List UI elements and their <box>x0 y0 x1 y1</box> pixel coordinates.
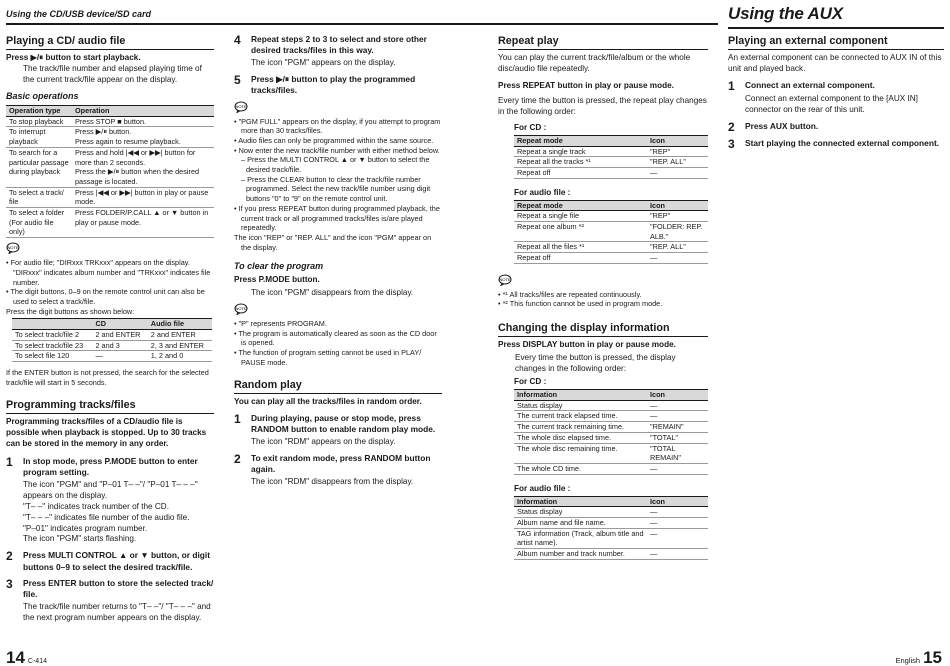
step-number: 2 <box>728 119 735 134</box>
step-desc: The icon "RDM" appears on the display. <box>251 437 396 447</box>
step-text: During playing, pause or stop mode, press RANDOM button to enable random play mode. <box>251 412 436 434</box>
table-cell: — <box>647 549 708 560</box>
table-row <box>514 242 708 253</box>
table-cell: To select a track/ file <box>6 187 72 207</box>
table-cell: "REP" <box>647 211 708 222</box>
table-row <box>514 432 708 443</box>
table-header: Icon <box>647 390 708 401</box>
table-cell: Status display <box>514 400 647 411</box>
svg-text:NOTE: NOTE <box>7 245 19 251</box>
playing-step: Press ▶/⏸ button to start playback. <box>6 53 141 63</box>
page-number-left: 14 <box>6 648 25 666</box>
table-cell: — <box>647 507 708 518</box>
step-number: 4 <box>234 33 241 47</box>
step-number: 5 <box>234 73 241 88</box>
step-text: To exit random mode, press RANDOM button again. <box>251 453 431 475</box>
step <box>6 456 214 478</box>
table-cell: To select file 120 <box>12 351 92 362</box>
note-icon <box>234 101 248 113</box>
table-header: Repeat mode <box>514 200 647 211</box>
table-cell: The whole disc elapsed time. <box>514 432 647 443</box>
table-cell: — <box>647 411 708 422</box>
table-header: Icon <box>647 135 708 146</box>
table-row <box>514 507 708 518</box>
table-cell: "TOTAL" <box>647 432 708 443</box>
table-cell: To stop playback <box>6 116 72 127</box>
note-item: • The digit buttons, 0–9 on the remote control unit can also be used to select a track/file. <box>6 287 214 306</box>
table-row <box>6 127 214 147</box>
table-cell: — <box>647 400 708 411</box>
table-row <box>6 187 214 207</box>
table-cell: The whole CD time. <box>514 463 647 474</box>
repeat-notes <box>498 290 708 309</box>
step-number: 1 <box>6 454 13 469</box>
table-header: CD <box>92 319 147 330</box>
step <box>728 138 944 150</box>
clear-step: Press P.MODE button. <box>234 275 320 285</box>
table-cell: To select track/file 2 <box>12 330 92 341</box>
notes-list-2 <box>234 117 442 253</box>
note-item: – Press the MULTI CONTROL ▲ or ▼ button to select the desired track/file. <box>234 155 442 174</box>
step <box>728 121 944 133</box>
svg-text:NOTE: NOTE <box>235 103 247 109</box>
note-item: • *¹ All tracks/files are repeated continuously. <box>498 290 708 300</box>
table-header: Audio file <box>148 319 212 330</box>
for-audio-label: For audio file : <box>514 187 571 197</box>
table-header: Operation <box>72 106 214 117</box>
table-cell: "REP. ALL" <box>647 242 708 253</box>
step-number: 2 <box>6 549 13 564</box>
table-cell: "TOTAL REMAIN" <box>647 443 708 463</box>
table-row <box>514 221 708 241</box>
table-row <box>6 208 214 238</box>
table-header: Information <box>514 390 647 401</box>
table-cell: To search for a particular passage during playback <box>6 147 72 187</box>
table-cell: "REMAIN" <box>647 422 708 433</box>
table-cell: Album name and file name. <box>514 517 647 528</box>
playing-desc: The track/file number and elapsed playing time of the current track/file appear on the display. <box>23 64 202 85</box>
display-desc: Every time the button is pressed, the display changes in the following order: <box>515 353 676 374</box>
table-row <box>514 411 708 422</box>
left-header: Using the CD/USB device/SD card <box>6 9 718 25</box>
table-cell: — <box>647 528 708 548</box>
repeat-step: Press REPEAT button in play or pause mode. <box>498 81 674 91</box>
for-cd-label: For CD : <box>514 377 547 387</box>
table-cell: Repeat off <box>514 253 647 264</box>
right-header: Using the AUX <box>728 3 944 29</box>
step <box>728 80 944 92</box>
table-cell: To select a folder (For audio file only) <box>6 208 72 238</box>
note-item: • If you press REPEAT button during programmed playback, the current track or all programmed tracks/files is/are played repeatedly. <box>234 204 442 233</box>
repeat-intro: You can play the current track/file/album or the whole disc/audio file repeatedly. <box>498 53 691 74</box>
note-icon <box>234 303 248 315</box>
table-cell: Press |◀◀ or ▶▶| button in play or pause mode. <box>72 187 214 207</box>
section-title-programming: Programming tracks/files <box>6 398 214 414</box>
column-1 <box>6 34 214 624</box>
step-text: Repeat steps 2 to 3 to select and store other desired tracks/files in this way. <box>251 34 427 56</box>
table-header: Icon <box>647 200 708 211</box>
table-header: Repeat mode <box>514 135 647 146</box>
note-item: • *² This function cannot be used in program mode. <box>498 299 708 309</box>
digit-table <box>12 318 212 362</box>
table-cell: To interrupt playback <box>6 127 72 147</box>
note-item: Press the digit buttons as shown below: <box>6 306 135 316</box>
table-cell: Press FOLDER/P.CALL ▲ or ▼ button in play or pause mode. <box>72 208 214 238</box>
note-item: • The function of program setting cannot be used in PLAY/ PAUSE mode. <box>234 348 442 367</box>
footer-left <box>6 647 47 666</box>
step-desc: The icon "PGM" and "P–01 T– –"/ "P–01 T– – –" appears on the display. "T– –" indicates track number of the CD. "T– – –" indicates file number of the audio file. "P–01" indicates program number. The icon "PGM" starts flashing. <box>23 479 198 544</box>
note-item: – Press the CLEAR button to clear the track/file number programmed. Select the new track/file number using digit buttons "0" to "9" on the remote control unit. <box>234 175 442 204</box>
table-cell: "REP. ALL" <box>647 157 708 168</box>
language-label: English <box>895 656 921 665</box>
table-row <box>514 549 708 560</box>
footer-right <box>895 647 942 666</box>
table-row <box>12 330 212 341</box>
table-header: Icon <box>647 496 708 507</box>
info-cd-table <box>514 389 708 475</box>
table-row <box>514 517 708 528</box>
svg-text:NOTE: NOTE <box>499 276 511 282</box>
display-step: Press DISPLAY button in play or pause mode. <box>498 340 676 350</box>
clear-desc: The icon "PGM" disappears from the display. <box>251 288 414 298</box>
table-row <box>514 400 708 411</box>
section-title-playing: Playing a CD/ audio file <box>6 34 214 50</box>
column-2 <box>234 34 442 488</box>
note-item: • "P" represents PROGRAM. <box>234 319 442 329</box>
table-cell: 2 and ENTER <box>92 330 147 341</box>
step-desc: The icon "PGM" appears on the display. <box>251 58 396 68</box>
step <box>234 34 442 56</box>
table-cell: TAG information (Track, album title and artist name). <box>514 528 647 548</box>
table-row <box>514 528 708 548</box>
basic-ops-table <box>6 105 214 238</box>
table-cell: 2 and ENTER <box>148 330 212 341</box>
table-row <box>6 116 214 127</box>
column-4 <box>728 34 944 150</box>
note-item: • Audio files can only be programmed within the same source. <box>234 136 442 146</box>
step-number: 1 <box>234 411 241 426</box>
step-text: In stop mode, press P.MODE button to enter program setting. <box>23 455 198 477</box>
table-row <box>12 340 212 351</box>
table-row <box>514 211 708 222</box>
notes-list-1 <box>6 258 214 316</box>
section-title-repeat: Repeat play <box>498 34 708 50</box>
info-audio-table <box>514 496 708 560</box>
step-text: Press MULTI CONTROL ▲ or ▼ button, or digit buttons 0–9 to select the desired track/file. <box>23 550 211 572</box>
step-number: 3 <box>6 576 13 591</box>
note-icon <box>498 274 512 286</box>
section-title-random: Random play <box>234 378 442 394</box>
enter-note: If the ENTER button is not pressed, the search for the selected track/file will start in 5 seconds. <box>6 368 209 387</box>
table-header <box>12 319 92 330</box>
table-cell: Press STOP ■ button. <box>72 116 214 127</box>
table-row <box>514 422 708 433</box>
table-cell: 1, 2 and 0 <box>148 351 212 362</box>
for-cd-label: For CD : <box>514 122 547 132</box>
table-cell: — <box>647 253 708 264</box>
table-cell: Repeat all the tracks *¹ <box>514 157 647 168</box>
section-title-display: Changing the display information <box>498 321 708 337</box>
table-cell: Repeat a single file <box>514 211 647 222</box>
step-number: 2 <box>234 452 241 467</box>
table-cell: To select track/file 23 <box>12 340 92 351</box>
table-row <box>514 167 708 178</box>
table-cell: Album number and track number. <box>514 549 647 560</box>
step-text: Start playing the connected external component. <box>745 137 940 148</box>
table-cell: — <box>647 517 708 528</box>
table-cell: Repeat off <box>514 167 647 178</box>
table-cell: The current track elapsed time. <box>514 411 647 422</box>
table-cell: Repeat one album *² <box>514 221 647 241</box>
column-3 <box>498 34 708 560</box>
table-row <box>514 443 708 463</box>
table-cell: — <box>647 463 708 474</box>
step-desc: The track/file number returns to "T– –"/ "T– – –" and the next program number appears on the display. <box>23 602 211 622</box>
note-item: • Now enter the new track/file number with either method below. <box>234 146 442 156</box>
repeat-audio-table <box>514 200 708 264</box>
step-text: Press ▶/⏸ button to play the programmed tracks/files. <box>251 74 416 96</box>
table-cell: 2 and 3 <box>92 340 147 351</box>
for-audio-label: For audio file : <box>514 483 571 493</box>
table-row <box>514 253 708 264</box>
note-item: • "PGM FULL" appears on the display, if you attempt to program more than 30 tracks/files. <box>234 117 442 136</box>
table-cell: Repeat all the files *¹ <box>514 242 647 253</box>
step <box>234 74 442 96</box>
table-row <box>6 147 214 187</box>
step-number: 1 <box>728 79 735 94</box>
model-code: C-414 <box>27 658 47 665</box>
step-text: Press ENTER button to store the selected track/ file. <box>23 577 214 599</box>
table-cell: Press and hold |◀◀ or ▶▶| button for more than 2 seconds. Press the ▶/⏸ button when the desired passage is located. <box>72 147 214 187</box>
table-header: Operation type <box>6 106 72 117</box>
step-text: Connect an external component. <box>745 80 875 91</box>
table-cell: The current track remaining time. <box>514 422 647 433</box>
repeat-desc: Every time the button is pressed, the repeat play changes in the following order: <box>498 96 707 116</box>
step-text: Press AUX button. <box>745 120 819 131</box>
table-cell: 2, 3 and ENTER <box>148 340 212 351</box>
repeat-cd-table <box>514 135 708 179</box>
section-title-external: Playing an external component <box>728 34 944 50</box>
note-item: • For audio file; "DIRxxx TRKxxx" appears on the display. "DIRxxx" indicates album number and "TRKxxx" indicates file number. <box>6 258 214 287</box>
table-row <box>514 146 708 157</box>
step-number: 3 <box>728 136 735 151</box>
table-row <box>12 351 212 362</box>
table-cell: "REP" <box>647 146 708 157</box>
page-number-right: 15 <box>923 648 942 666</box>
clear-program-title: To clear the program <box>234 261 324 272</box>
step <box>234 453 442 475</box>
external-intro: An external component can be connected to AUX IN of this unit and played back. <box>728 53 942 74</box>
table-cell: — <box>92 351 147 362</box>
table-cell: Repeat a single track <box>514 146 647 157</box>
table-cell: "FOLDER: REP. ALB." <box>647 221 708 241</box>
basic-ops-title: Basic operations <box>6 91 79 102</box>
note-item: • The program is automatically cleared as soon as the CD door is opened. <box>234 329 442 348</box>
step <box>234 413 442 435</box>
table-cell: Status display <box>514 507 647 518</box>
note-item: The icon "REP" or "REP. ALL" and the icon "PGM" appear on the display. <box>234 232 432 252</box>
step <box>6 578 214 600</box>
table-cell: The whole disc remaining time. <box>514 443 647 463</box>
table-cell: Press ▶/⏸ button. Press again to resume playback. <box>72 127 214 147</box>
note-icon <box>6 242 20 254</box>
svg-text:NOTE: NOTE <box>235 306 247 312</box>
step-desc: The icon "RDM" disappears from the display. <box>251 477 414 487</box>
programming-intro: Programming tracks/files of a CD/audio file is possible when playback is stopped. Up to 30 tracks can be stored in the memory in any order. <box>6 416 207 448</box>
table-row <box>514 157 708 168</box>
table-cell: — <box>647 167 708 178</box>
random-intro: You can play all the tracks/files in random order. <box>234 396 422 406</box>
table-header: Information <box>514 496 647 507</box>
step-desc: Connect an external component to the [AUX IN] connector on the rear of this unit. <box>745 94 918 115</box>
table-row <box>514 463 708 474</box>
step <box>6 550 214 572</box>
notes-list-3 <box>234 319 442 368</box>
